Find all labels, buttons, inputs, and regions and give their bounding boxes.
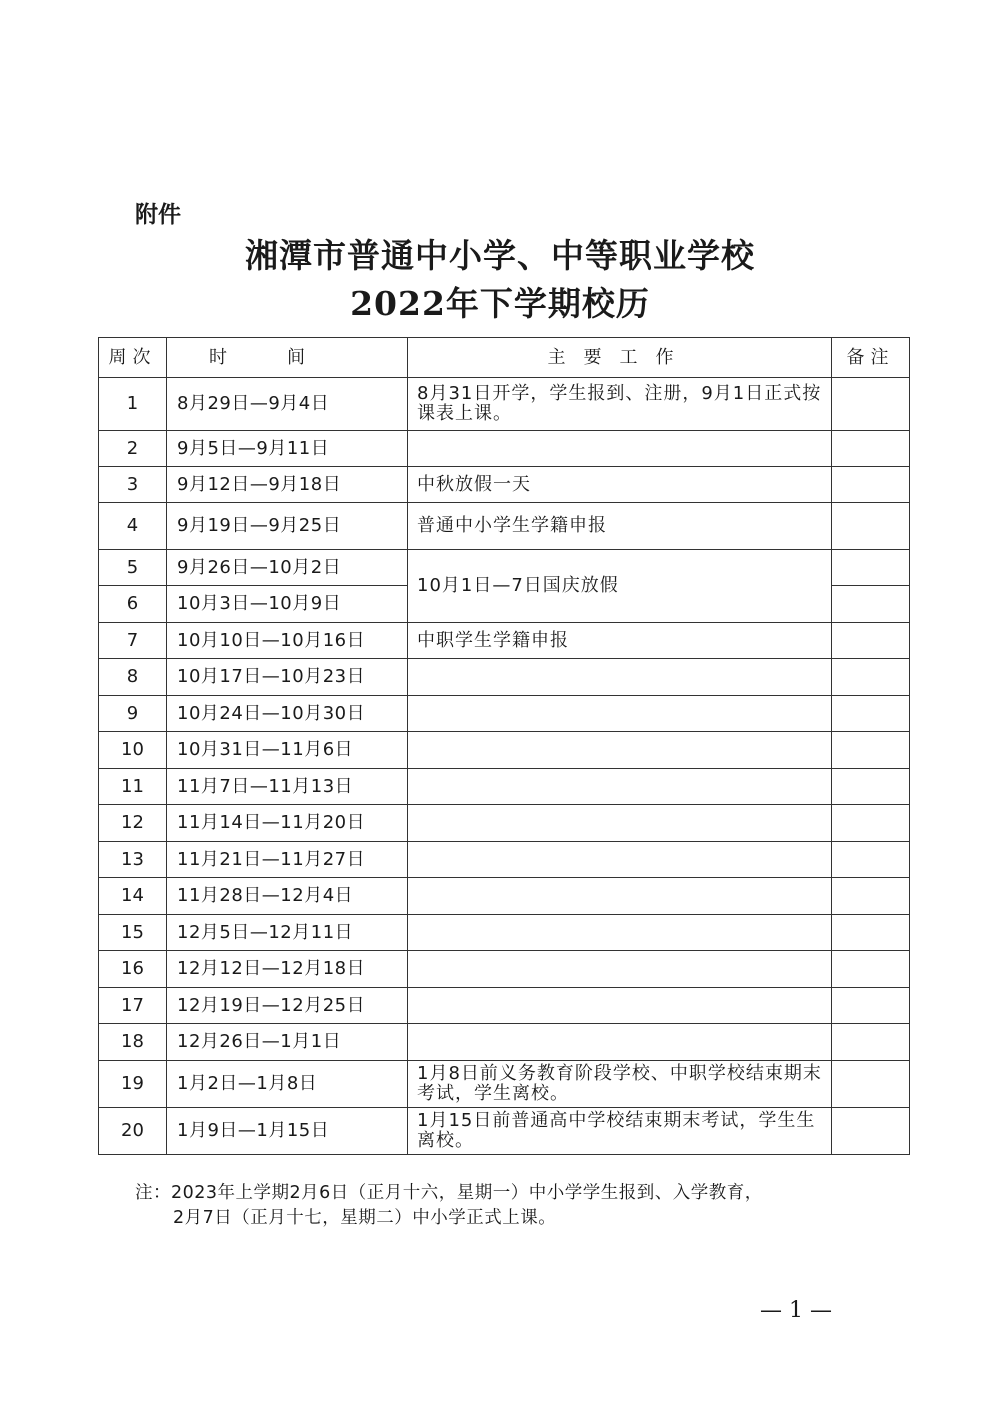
remarks-cell [832, 696, 910, 732]
table-row [99, 1061, 910, 1108]
remarks-cell [832, 467, 910, 503]
table-row [99, 696, 910, 732]
header-remarks: 备注 [832, 338, 910, 378]
week-cell: 3 [99, 467, 167, 503]
work-cell [408, 842, 832, 878]
date-cell: 12月5日—12月11日 [167, 915, 408, 951]
remarks-cell [832, 988, 910, 1024]
page-title: 湘潭市普通中小学、中等职业学校 [245, 236, 755, 275]
work-cell [408, 878, 832, 915]
work-cell [408, 1024, 832, 1061]
date-cell: 10月24日—10月30日 [167, 696, 408, 732]
remarks-cell [832, 1024, 910, 1061]
date-cell: 11月14日—11月20日 [167, 805, 408, 842]
work-cell: 1月15日前普通高中学校结束期末考试，学生生离校。 [408, 1108, 832, 1155]
date-cell: 1月2日—1月8日 [167, 1061, 408, 1108]
remarks-cell [832, 431, 910, 467]
remarks-cell [832, 1108, 910, 1155]
week-cell: 9 [99, 696, 167, 732]
school-calendar-table [98, 337, 910, 1155]
table-row [99, 431, 910, 467]
week-cell: 7 [99, 623, 167, 659]
week-cell: 15 [99, 915, 167, 951]
work-cell [408, 951, 832, 988]
week-cell: 17 [99, 988, 167, 1024]
week-cell: 1 [99, 378, 167, 431]
date-cell: 12月19日—12月25日 [167, 988, 408, 1024]
work-cell [408, 915, 832, 951]
date-cell: 11月21日—11月27日 [167, 842, 408, 878]
header-time: 时间 [167, 338, 408, 378]
date-cell: 9月12日—9月18日 [167, 467, 408, 503]
remarks-cell [832, 951, 910, 988]
table-row [99, 769, 910, 805]
table-row [99, 1024, 910, 1061]
page-subtitle: 2022年下学期校历 [350, 284, 650, 323]
date-cell: 10月3日—10月9日 [167, 586, 408, 623]
date-cell: 8月29日—9月4日 [167, 378, 408, 431]
table-header-row [99, 338, 910, 378]
work-cell: 中秋放假一天 [408, 467, 832, 503]
remarks-cell [832, 732, 910, 769]
week-cell: 10 [99, 732, 167, 769]
table-row [99, 659, 910, 696]
week-cell: 4 [99, 503, 167, 550]
remarks-cell [832, 842, 910, 878]
week-cell: 6 [99, 586, 167, 623]
footnote [135, 1181, 865, 1231]
table-row [99, 878, 910, 915]
remarks-cell [832, 769, 910, 805]
week-cell: 13 [99, 842, 167, 878]
work-cell [408, 431, 832, 467]
header-week: 周次 [99, 338, 167, 378]
date-cell: 10月10日—10月16日 [167, 623, 408, 659]
date-cell: 9月5日—9月11日 [167, 431, 408, 467]
week-cell: 18 [99, 1024, 167, 1061]
remarks-cell [832, 915, 910, 951]
table-row [99, 1108, 910, 1155]
work-cell [408, 769, 832, 805]
work-cell: 10月1日—7日国庆放假 [408, 550, 832, 623]
week-cell: 8 [99, 659, 167, 696]
work-cell [408, 696, 832, 732]
remarks-cell [832, 1061, 910, 1108]
table-row [99, 623, 910, 659]
work-cell [408, 659, 832, 696]
table-row [99, 842, 910, 878]
remarks-cell [832, 878, 910, 915]
date-cell: 10月17日—10月23日 [167, 659, 408, 696]
header-work: 主要工作 [408, 338, 832, 378]
week-cell: 19 [99, 1061, 167, 1108]
week-cell: 16 [99, 951, 167, 988]
date-cell: 12月26日—1月1日 [167, 1024, 408, 1061]
table-row [99, 805, 910, 842]
week-cell: 14 [99, 878, 167, 915]
date-cell: 11月28日—12月4日 [167, 878, 408, 915]
table-row [99, 732, 910, 769]
footnote-line-2: 2月7日（正月十七，星期二）中小学正式上课。 [173, 1208, 557, 1228]
table-row [99, 378, 910, 431]
date-cell: 9月19日—9月25日 [167, 503, 408, 550]
remarks-cell [832, 659, 910, 696]
work-cell [408, 988, 832, 1024]
work-cell: 1月8日前义务教育阶段学校、中职学校结束期末考试，学生离校。 [408, 1061, 832, 1108]
work-cell [408, 732, 832, 769]
week-cell: 2 [99, 431, 167, 467]
attachment-label: 附件 [135, 202, 181, 228]
table-row [99, 503, 910, 550]
week-cell: 5 [99, 550, 167, 586]
table-row [99, 988, 910, 1024]
week-cell: 20 [99, 1108, 167, 1155]
work-cell: 中职学生学籍申报 [408, 623, 832, 659]
table-row [99, 550, 910, 586]
date-cell: 12月12日—12月18日 [167, 951, 408, 988]
work-cell: 8月31日开学，学生报到、注册，9月1日正式按课表上课。 [408, 378, 832, 431]
page-number: — 1 — [760, 1298, 832, 1323]
work-cell [408, 805, 832, 842]
remarks-cell [832, 378, 910, 431]
date-cell: 11月7日—11月13日 [167, 769, 408, 805]
week-cell: 12 [99, 805, 167, 842]
footnote-line-1: 注：2023年上学期2月6日（正月十六，星期一）中小学学生报到、入学教育， [135, 1183, 763, 1203]
table-row [99, 915, 910, 951]
date-cell: 9月26日—10月2日 [167, 550, 408, 586]
table-row [99, 467, 910, 503]
table-row [99, 951, 910, 988]
remarks-cell [832, 550, 910, 586]
date-cell: 1月9日—1月15日 [167, 1108, 408, 1155]
remarks-cell [832, 805, 910, 842]
remarks-cell [832, 586, 910, 623]
date-cell: 10月31日—11月6日 [167, 732, 408, 769]
week-cell: 11 [99, 769, 167, 805]
remarks-cell [832, 503, 910, 550]
work-cell: 普通中小学生学籍申报 [408, 503, 832, 550]
remarks-cell [832, 623, 910, 659]
